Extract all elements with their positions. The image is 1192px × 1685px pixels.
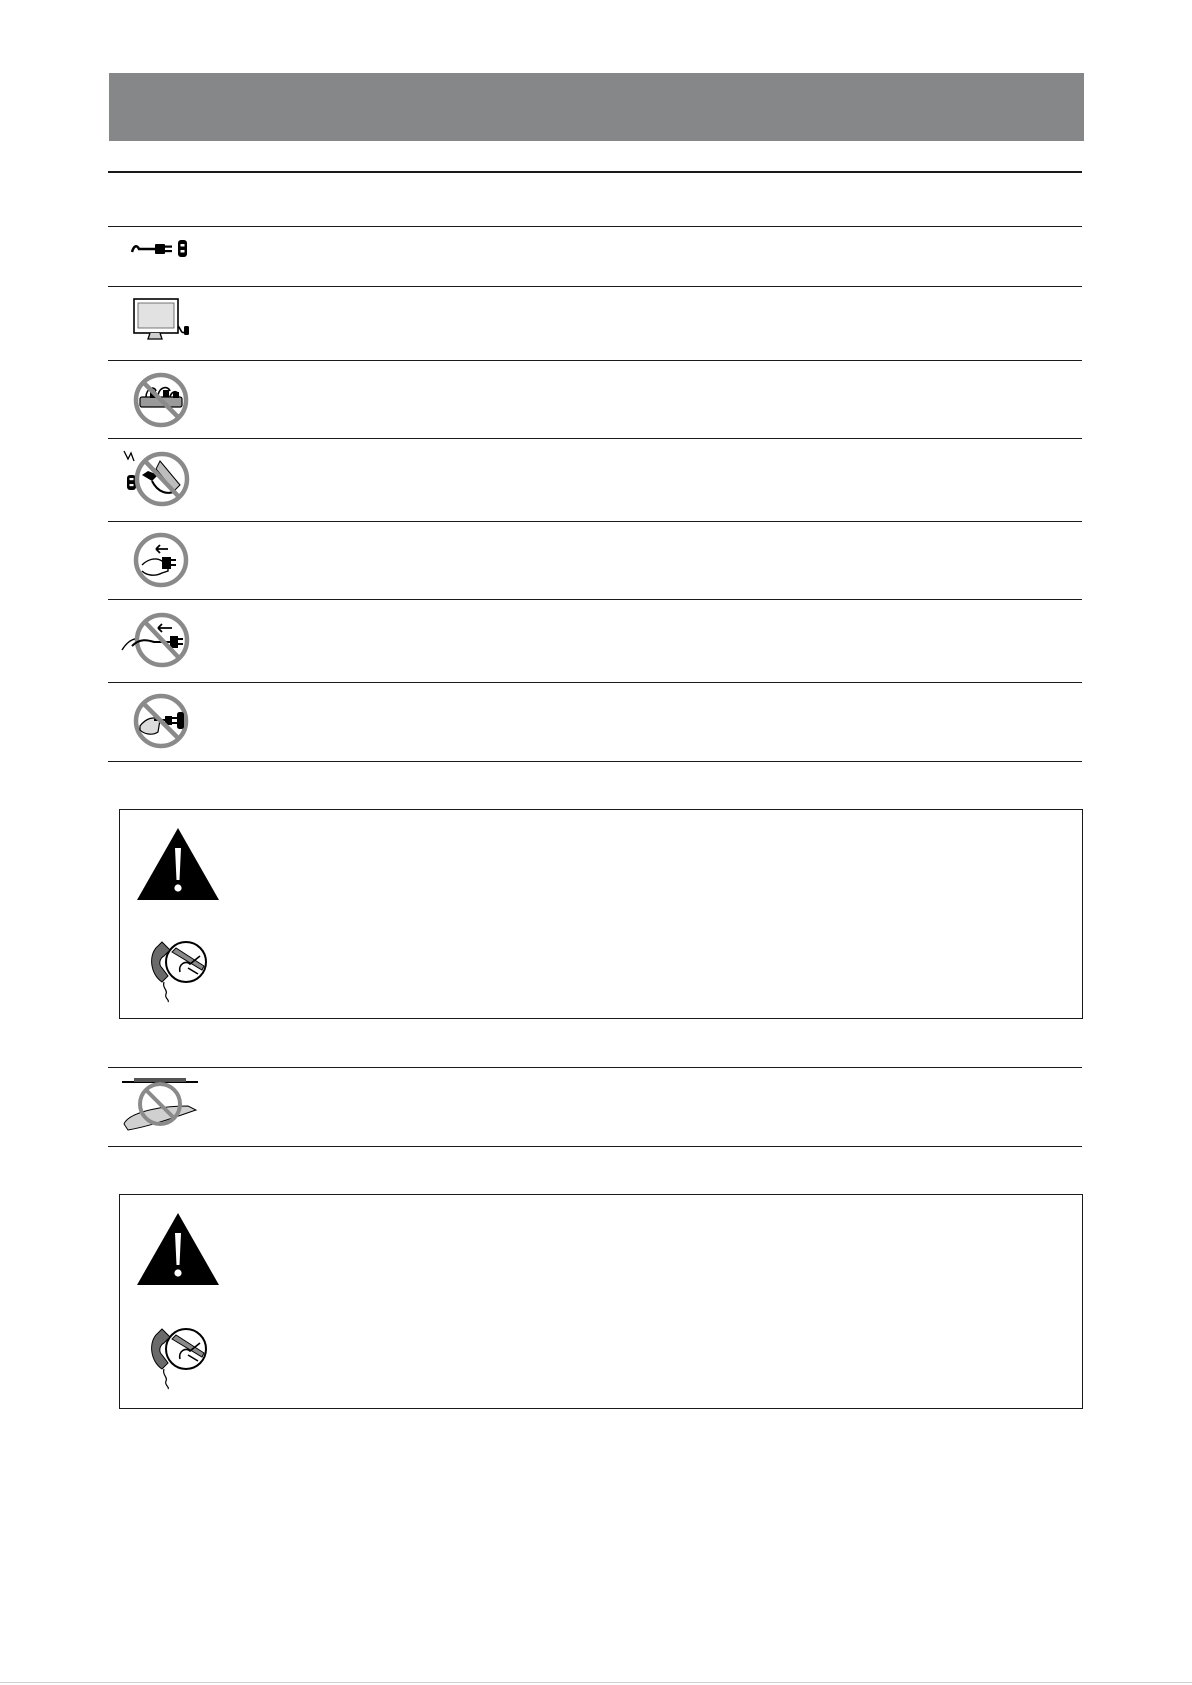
row-divider <box>108 226 1082 227</box>
no-damaged-cord-icon <box>118 441 198 507</box>
unplug-by-plug-icon <box>132 531 190 589</box>
monitor-power-icon <box>130 296 194 344</box>
row-divider <box>108 1146 1082 1147</box>
power-plug-icon <box>130 236 190 260</box>
warning-triangle-icon <box>135 1211 221 1292</box>
row-divider <box>108 761 1082 762</box>
row-divider <box>108 286 1082 287</box>
row-divider <box>108 1067 1082 1068</box>
section-top-rule <box>108 171 1082 173</box>
no-pull-cord-icon <box>118 610 198 670</box>
call-service-icon <box>144 934 214 1009</box>
no-overloaded-outlet-icon <box>132 371 190 429</box>
row-divider <box>108 360 1082 361</box>
header-band <box>109 73 1084 141</box>
warning-box <box>119 809 1083 1019</box>
warning-box <box>119 1194 1083 1409</box>
row-divider <box>108 438 1082 439</box>
page-bottom-edge <box>0 1682 1192 1683</box>
no-unstable-placement-icon <box>118 1076 202 1134</box>
row-divider <box>108 521 1082 522</box>
no-wet-hands-plug-icon <box>132 692 190 750</box>
warning-triangle-icon <box>135 826 221 907</box>
row-divider <box>108 599 1082 600</box>
call-service-icon <box>144 1321 214 1396</box>
row-divider <box>108 682 1082 683</box>
